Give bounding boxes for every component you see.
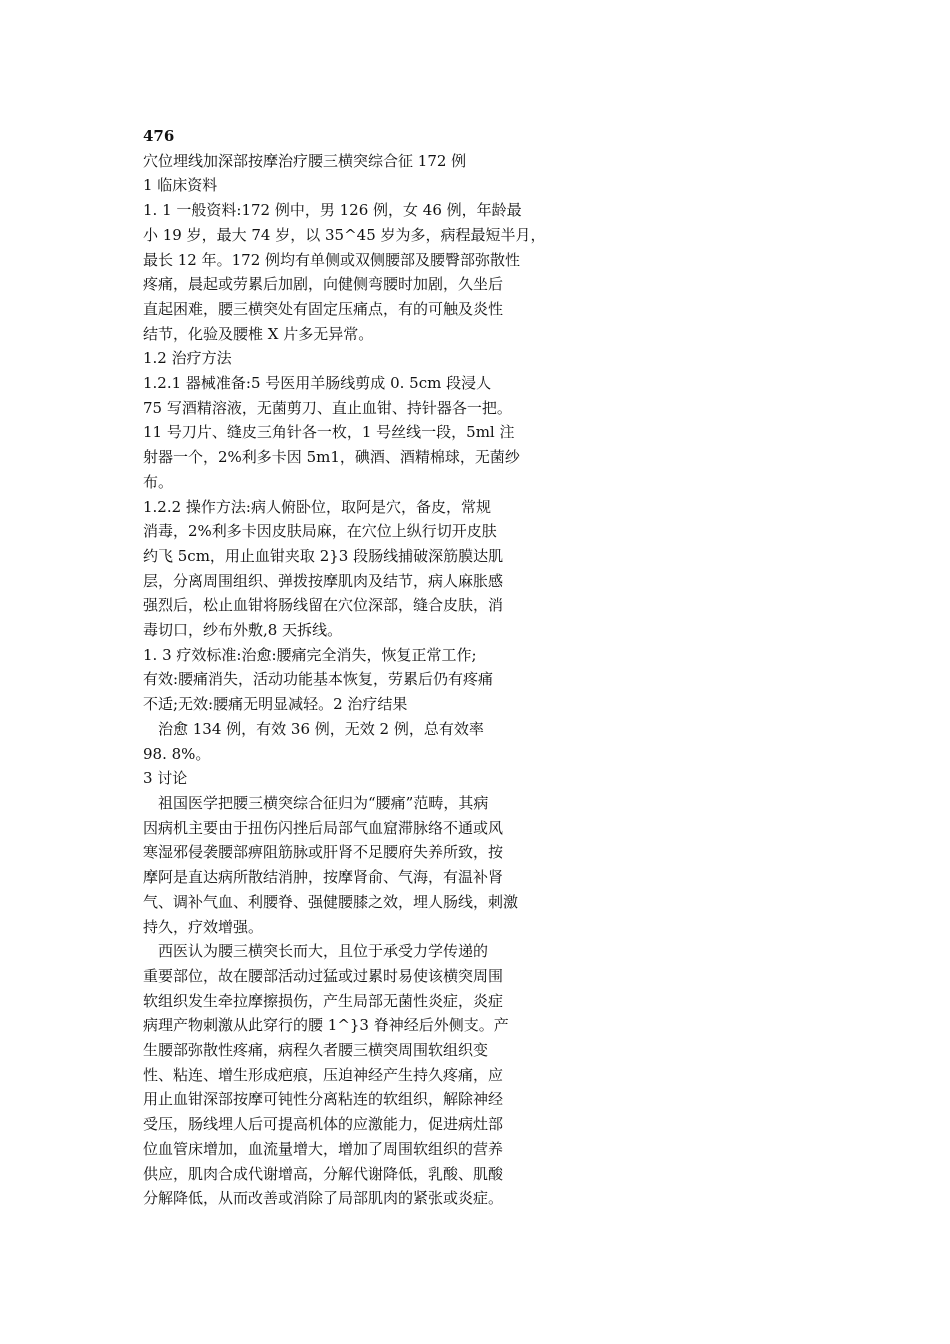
text-line: 分解降低，从而改善或消除了局部肌肉的紧张或炎症。 <box>143 1189 504 1208</box>
page-number: 476 <box>143 127 175 145</box>
text-line: 病理产物刺激从此穿行的腰 1^}3 脊神经后外侧支。产 <box>143 1016 509 1035</box>
text-line: 强烈后，松止血钳将肠线留在穴位深部，缝合皮肤，消 <box>143 596 504 615</box>
text-line: 层，分离周围组织、弹拨按摩肌肉及结节，病人麻胀感 <box>143 571 504 590</box>
text-line: 供应，肌肉合成代谢增高，分解代谢降低，乳酸、肌酸 <box>143 1164 504 1183</box>
text-line: 有效:腰痛消失，活动功能基本恢复，劳累后仍有疼痛 <box>143 670 494 689</box>
article-title: 穴位埋线加深部按摩治疗腰三横突综合征 172 例 <box>143 151 467 170</box>
text-line: 因病机主要由于扭伤闪挫后局部气血窟滞脉络不通或风 <box>143 818 504 837</box>
text-line: 摩阿是直达病所散结消肿，按摩肾俞、气海，有温补肾 <box>143 868 504 887</box>
text-line: 重要部位，故在腰部活动过猛或过累时易使该横突周围 <box>143 966 504 985</box>
text-line: 寒湿邪侵袭腰部痹阻筋脉或肝肾不足腰府失养所致，按 <box>143 843 504 862</box>
text-line: 治愈 134 例，有效 36 例，无效 2 例，总有效率 <box>143 719 484 738</box>
text-line: 祖国医学把腰三横突综合征归为“腰痛”范畴，其病 <box>143 793 489 812</box>
text-line: 性、粘连、增生形成疤痕，压迫神经产生持久疼痛，应 <box>143 1065 504 1084</box>
text-line: 98. 8%。 <box>143 744 211 763</box>
section-heading-discussion: 3 讨论 <box>143 769 188 788</box>
text-line: 气、调补气血、利腰脊、强健腰膝之效，埋人肠线，刺激 <box>143 892 519 911</box>
text-line: 消毒，2%利多卡因皮肤局麻，在穴位上纵行切开皮肤 <box>143 522 497 541</box>
text-line: 位血管床增加，血流量增大，增加了周围软组织的营养 <box>143 1139 504 1158</box>
text-line: 直起困难，腰三横突处有固定压痛点，有的可触及炎性 <box>143 299 504 318</box>
text-line: 持久，疗效增强。 <box>143 917 264 936</box>
text-line: 受压，肠线埋人后可提高机体的应激能力，促进病灶部 <box>143 1115 504 1134</box>
text-line: 西医认为腰三横突长而大，且位于承受力学传递的 <box>143 942 489 961</box>
text-line: 1.2.2 操作方法:病人俯卧位，取阿是穴，备皮，常规 <box>143 497 491 516</box>
text-line: 软组织发生牵拉摩擦损伤，产生局部无菌性炎症，炎症 <box>143 991 504 1010</box>
text-line: 疼痛，晨起或劳累后加剧，向健侧弯腰时加剧，久坐后 <box>143 275 504 294</box>
text-line: 1.2.1 器械准备:5 号医用羊肠线剪成 0. 5cm 段浸人 <box>143 374 492 393</box>
text-line: 射器一个，2%利多卡因 5m1，碘酒、酒精棉球，无菌纱 <box>143 448 520 467</box>
section-heading-treatment-method: 1.2 治疗方法 <box>143 349 232 368</box>
text-line: 1. 3 疗效标准:治愈:腰痛完全消失，恢复正常工作; <box>143 645 477 664</box>
text-line: 生腰部弥散性疼痛，病程久者腰三横突周围软组织变 <box>143 1041 489 1060</box>
text-line: 不适;无效:腰痛无明显减轻。2 治疗结果 <box>143 695 408 714</box>
text-line: 用止血钳深部按摩可钝性分离粘连的软组织，解除神经 <box>143 1090 504 1109</box>
section-heading-clinical-data: 1 临床资料 <box>143 176 218 195</box>
text-line: 毒切口，纱布外敷,8 天拆线。 <box>143 621 343 640</box>
text-line: 最长 12 年。172 例均有单侧或双侧腰部及腰臀部弥散性 <box>143 250 521 269</box>
text-line: 约飞 5cm，用止血钳夹取 2}3 段肠线捕破深筋膜达肌 <box>143 546 504 565</box>
text-line: 小 19 岁，最大 74 岁，以 35^45 岁为多，病程最短半月， <box>143 225 546 244</box>
document-page <box>143 124 573 1211</box>
text-line: 布。 <box>143 472 174 491</box>
text-line: 11 号刀片、缝皮三角针各一枚，1 号丝线一段，5ml 注 <box>143 423 515 442</box>
text-line: 1. 1 一般资料:172 例中，男 126 例，女 46 例，年龄最 <box>143 201 522 220</box>
text-line: 75 写酒精溶液，无菌剪刀、直止血钳、持针器各一把。 <box>143 398 512 417</box>
text-line: 结节，化验及腰椎 X 片多无异常。 <box>143 324 374 343</box>
